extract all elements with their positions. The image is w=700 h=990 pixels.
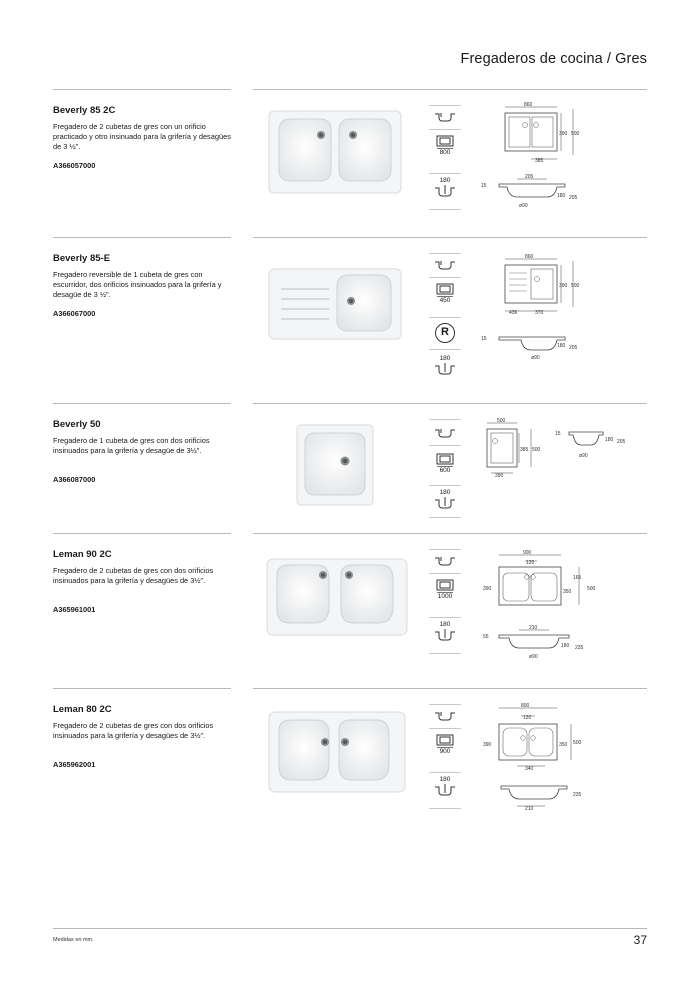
dim-height-outer: 205 [569,345,578,351]
dim-inner: 350 [563,589,572,595]
product-code: A366057000 [53,161,96,170]
divider [53,403,231,404]
sink-photo [259,545,411,641]
dim-drainer-width: 436 [509,310,518,316]
dim-bowl-offset: 385 [535,158,544,164]
depth-label: 180 [439,621,451,628]
cabinet-width-label: 800 [437,148,453,157]
sink-photo [259,249,411,345]
dim-bowl-width: 390 [495,473,504,479]
dim-drain: ø90 [529,654,538,660]
dim-depth: 390 [559,283,568,289]
technical-drawing [479,405,647,530]
product-beverly-85-2c [53,89,647,219]
divider [429,573,461,574]
dim-rim: 15 [555,431,561,437]
faucet-hole-icon [429,710,461,722]
divider [429,485,461,486]
product-description: Fregadero de 2 cubetas de gres con dos orificios insinuados para la grifería y desagües de 3½". [53,566,214,586]
depth-icon [429,355,461,376]
dim-bowl-width: 370 [535,310,544,316]
product-description: Fregadero de 2 cubetas de gres con dos orificios insinuados para la grifería y desagües de 3½". [53,721,214,741]
product-leman-80-2c [53,688,647,818]
cabinet-icon [429,283,461,305]
dim-depth: 390 [483,586,492,592]
divider [53,89,231,90]
dim-depth-outer: 500 [587,586,596,592]
reversible-icon [429,323,461,343]
page-title: Fregaderos de cocina / Gres [460,51,647,67]
dim-drain: ø90 [519,203,528,209]
cabinet-width-label: 900 [437,747,453,756]
technical-drawing [479,535,647,660]
spec-icons [429,89,461,209]
dim-height-outer: 205 [569,195,578,201]
divider [429,173,461,174]
product-name: Beverly 85-E [53,253,111,264]
divider [429,728,461,729]
cabinet-icon [429,453,461,475]
divider [429,349,461,350]
page-number: 37 [633,933,647,947]
dim-rim: 15 [481,183,487,189]
dim-depth-outer: 500 [573,740,582,746]
footnote: Medidas en mm. [53,937,94,943]
product-description: Fregadero de 2 cubetas de gres con un orificio practicado y otro insinuado para la grifería y desagües de 3 ½". [53,122,231,152]
dim-bowl-depth: 205 [525,174,534,180]
depth-icon [429,489,461,510]
dim-width: 860 [524,102,533,108]
product-code: A365961001 [53,605,96,614]
sink-photo [259,700,411,796]
product-name: Beverly 85 2C [53,105,116,116]
depth-label: 180 [439,489,451,496]
depth-label: 180 [439,355,451,362]
dim-width: 500 [497,418,506,424]
divider [429,105,461,106]
dim-drain: ø90 [531,355,540,361]
technical-drawing [479,239,647,364]
spec-icons [429,237,461,382]
footer-divider [53,928,647,929]
dim-width: 900 [523,550,532,556]
faucet-hole-icon [429,555,461,567]
cabinet-icon [429,135,461,157]
dim-height-outer: 235 [575,645,584,651]
divider [429,419,461,420]
divider [53,688,231,689]
divider [429,653,461,654]
faucet-hole-icon [429,427,461,439]
dim-height: 180 [561,643,570,649]
divider [429,617,461,618]
dim-height: 180 [605,437,614,443]
divider [429,209,461,210]
dim-width: 800 [521,703,530,709]
cabinet-width-label: 1000 [437,593,453,600]
divider [429,808,461,809]
dim-rim: 55 [483,634,489,640]
dim-drain: ø90 [579,453,588,459]
divider [429,772,461,773]
dim-offset: 120 [526,560,535,566]
divider [429,277,461,278]
dim-height-outer: 205 [617,439,626,445]
dim-offset: 120 [523,715,532,721]
product-name: Beverly 50 [53,419,101,430]
divider [53,533,231,534]
divider [429,517,461,518]
divider [429,317,461,318]
product-name: Leman 80 2C [53,704,112,715]
product-code: A365962001 [53,760,96,769]
product-leman-90-2c [53,533,647,663]
cabinet-icon [429,734,461,756]
product-beverly-85-e [53,237,647,387]
divider [429,445,461,446]
divider [53,237,231,238]
dim-depth-outer: 500 [571,131,580,137]
faucet-hole-icon [429,259,461,271]
reversible-badge: R [435,323,455,343]
depth-label: 180 [439,776,451,783]
dim-height-outer: 235 [573,792,582,798]
dim-bowl-depth: 210 [529,625,538,631]
product-code: A366087000 [53,475,96,484]
cabinet-width-label: 450 [437,296,453,305]
dim-side: 165 [573,575,582,581]
dim-height: 180 [557,193,566,199]
product-description: Fregadero reversible de 1 cubeta de gres con escurridor, dos orificios insinuados para la grifería y desagüe de 3 ½". [53,270,222,300]
spec-icons [429,533,461,653]
divider [429,253,461,254]
cabinet-width-label: 600 [437,466,453,475]
dim-rim: 15 [481,336,487,342]
sink-photo [259,101,411,197]
divider [429,704,461,705]
spec-icons [429,688,461,808]
spec-icons [429,403,461,523]
dim-bowl-depth: 210 [525,806,534,812]
cabinet-icon [429,579,461,601]
divider [429,129,461,130]
dim-height: 180 [557,343,566,349]
product-code: A366067000 [53,309,96,318]
sink-photo [259,415,411,511]
dim-depth-outer: 500 [532,447,541,453]
product-beverly-50 [53,403,647,533]
depth-icon [429,621,461,642]
divider [429,549,461,550]
depth-icon [429,177,461,198]
faucet-hole-icon [429,111,461,123]
product-description: Fregadero de 1 cubeta de gres con dos orificios insinuados para la grifería y desagüe de 3½". [53,436,210,456]
technical-drawing [479,91,647,216]
dim-depth: 385 [520,447,529,453]
dim-bowl-width: 340 [525,766,534,772]
product-name: Leman 90 2C [53,549,112,560]
dim-inner: 350 [559,742,568,748]
dim-depth: 390 [483,742,492,748]
depth-icon [429,776,461,797]
dim-depth-outer: 500 [571,283,580,289]
technical-drawing [479,690,647,815]
dim-depth: 390 [559,131,568,137]
depth-label: 180 [439,177,451,184]
dim-width: 860 [525,254,534,260]
